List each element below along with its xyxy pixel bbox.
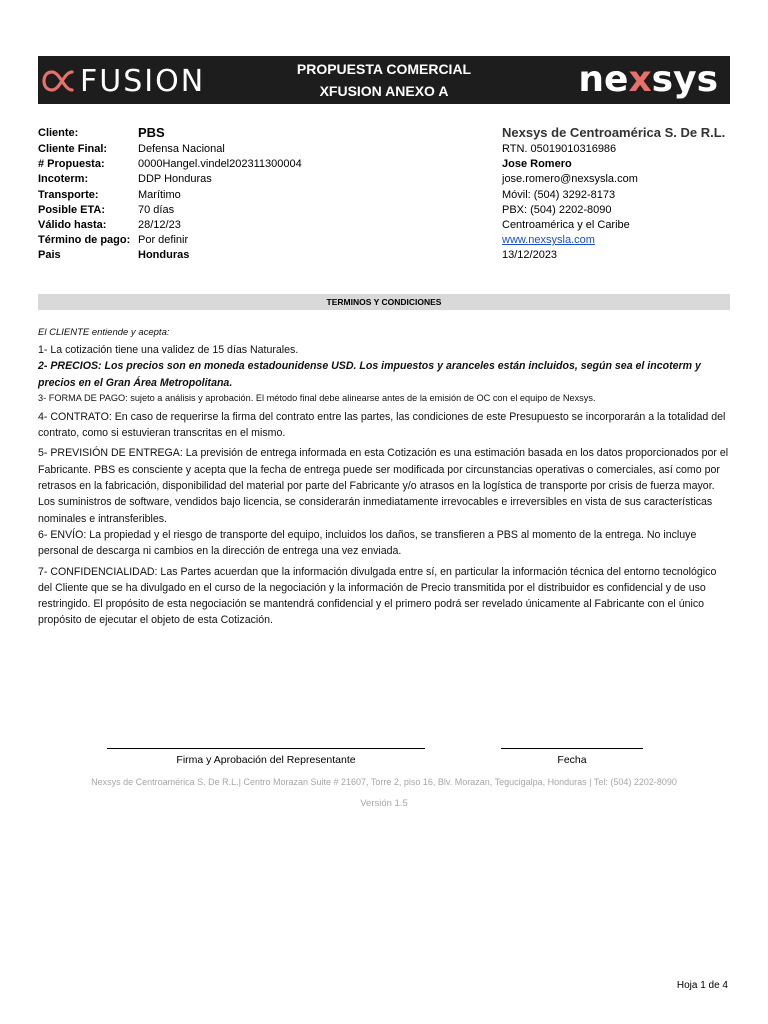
country-row bbox=[38, 248, 468, 263]
term-4: 4- CONTRATO: En caso de requerirse la firma del contrato entre las partes, las condiciones de este Presupuesto se incorporarán a la totalidad del contrato, como si estuvieran transcritas en el mismo. bbox=[38, 410, 726, 440]
nexsys-logo bbox=[578, 60, 718, 100]
field-label: Incoterm: bbox=[38, 173, 89, 186]
title-line-2: XFUSION ANEXO A bbox=[319, 83, 449, 99]
terms-heading: TERMINOS Y CONDICIONES bbox=[38, 294, 730, 310]
version-label: Versión 1.5 bbox=[360, 798, 408, 809]
term-1: 1- La cotización tiene una validez de 15 días Naturales. bbox=[38, 344, 299, 356]
vendor-company: Nexsys de Centroamérica S. De R.L. bbox=[502, 125, 726, 140]
signature-line bbox=[107, 748, 425, 749]
field-label: Transporte: bbox=[38, 188, 99, 201]
field-label: Cliente: bbox=[38, 127, 79, 139]
vendor-website-link[interactable]: www.nexsysla.com bbox=[502, 234, 595, 247]
field-value: 0000Hangel.vindel202311300004 bbox=[138, 158, 302, 171]
xfusion-logo-text: FUSION bbox=[80, 63, 206, 99]
nexsys-logo-x: x bbox=[628, 59, 652, 100]
nexsys-logo-part: sys bbox=[651, 59, 718, 100]
field-label: Válido hasta: bbox=[38, 219, 107, 232]
vendor-email: jose.romero@nexsysla.com bbox=[502, 173, 638, 186]
field-label: Pais bbox=[38, 249, 61, 262]
date-line bbox=[501, 748, 643, 749]
term-5-software: Los suministros de software, vendidos bajo licencia, se considerarán inmediatamente irrevocables e irreversibles en vista de sus características nominales e intransferibles. bbox=[38, 496, 713, 525]
terms-body bbox=[38, 325, 730, 629]
eta-row bbox=[38, 203, 468, 218]
field-value: 28/12/23 bbox=[138, 219, 181, 232]
vendor-region: Centroamérica y el Caribe bbox=[502, 219, 630, 232]
document-header bbox=[38, 56, 730, 104]
vendor-date: 13/12/2023 bbox=[502, 249, 558, 262]
term-7: 7- CONFIDENCIALIDAD: Las Partes acuerdan que la información divulgada entre sí, en particular la información técnica del entorno tecnológico del Cliente que se ha divulgado en el curso de la negociación y la información de Precio transmitida por el distribuidor es confidencial y de uso restringido. El propósito de esta negociación se mantendrá confidencial y el primero podrá ser revelado únicamente al Fabricante con el único propósito de ejecutar el objeto de esta Cotización. bbox=[38, 565, 717, 627]
term-3: 3- FORMA DE PAGO: sujeto a análisis y aprobación. El método final debe alinearse antes de la emisión de OC con el equipo de Nexsys. bbox=[38, 392, 596, 403]
client-row bbox=[38, 124, 468, 142]
field-label: Posible ETA: bbox=[38, 203, 106, 216]
footer-address: Nexsys de Centroamérica S. De R.L.| Centro Morazan Suite # 21607, Torre 2, piso 16, Blv. Morazan, Tegucigalpa, Honduras | Tel: (504) 2202-8090 bbox=[91, 777, 677, 787]
nexsys-logo-part: ne bbox=[578, 59, 629, 100]
terms-intro: El CLIENTE entiende y acepta: bbox=[38, 327, 170, 338]
vendor-info bbox=[502, 124, 742, 264]
proposal-row bbox=[38, 157, 468, 172]
xfusion-alpha-icon bbox=[42, 66, 78, 96]
field-value: Defensa Nacional bbox=[138, 143, 225, 155]
field-label: # Propuesta: bbox=[38, 158, 105, 171]
date-label: Fecha bbox=[557, 754, 587, 766]
xfusion-logo bbox=[42, 64, 205, 98]
vendor-pbx: PBX: (504) 2202-8090 bbox=[502, 203, 612, 216]
valid-until-row bbox=[38, 218, 468, 233]
final-client-row bbox=[38, 142, 468, 157]
transport-row bbox=[38, 188, 468, 203]
document-title bbox=[263, 58, 505, 102]
incoterm-row bbox=[38, 172, 468, 187]
field-label: Cliente Final: bbox=[38, 143, 108, 155]
field-value: DDP Honduras bbox=[138, 173, 212, 186]
field-value: Honduras bbox=[138, 249, 190, 262]
field-value: Por definir bbox=[138, 234, 189, 247]
term-5: 5- PREVISIÓN DE ENTREGA: La previsión de entrega informada en esta Cotización es una estimación basada en los datos proporcionados por el Fabricante. PBS es consciente y acepta que la fecha de entrega puede ser modificada por circunstancias operativas o comerciales, así como por retrasos en la fabricación, disponibilidad del material por parte del Fabricante y/o atrasos en la logística de transporte por crisis de fuerza mayor. bbox=[38, 447, 729, 493]
vendor-mobile: Móvil: (504) 3292-8173 bbox=[502, 188, 616, 201]
page-number: Hoja 1 de 4 bbox=[676, 980, 728, 991]
field-value: 70 días bbox=[138, 203, 175, 216]
client-name: PBS bbox=[138, 125, 165, 140]
term-6: 6- ENVÍO: La propiedad y el riesgo de transporte del equipo, incluidos los daños, se transfieren a PBS al momento de la entrega. No incluye personal de descarga ni cambios en la dirección de entrega una vez enviada. bbox=[38, 528, 697, 558]
title-line-1: PROPUESTA COMERCIAL bbox=[296, 61, 472, 77]
client-info bbox=[38, 124, 468, 264]
signature-label: Firma y Aprobación del Representante bbox=[176, 754, 356, 766]
vendor-rtn: RTN. 05019010316986 bbox=[502, 143, 617, 155]
term-2: 2- PRECIOS: Los precios son en moneda estadounidense USD. Los impuestos y aranceles están incluidos, según sea el incoterm y precios en el Gran Área Metropolitana. bbox=[38, 360, 701, 389]
payment-term-row bbox=[38, 233, 468, 248]
field-value: Marítimo bbox=[138, 188, 181, 201]
field-label: Término de pago: bbox=[38, 234, 131, 247]
vendor-contact: Jose Romero bbox=[502, 158, 572, 171]
